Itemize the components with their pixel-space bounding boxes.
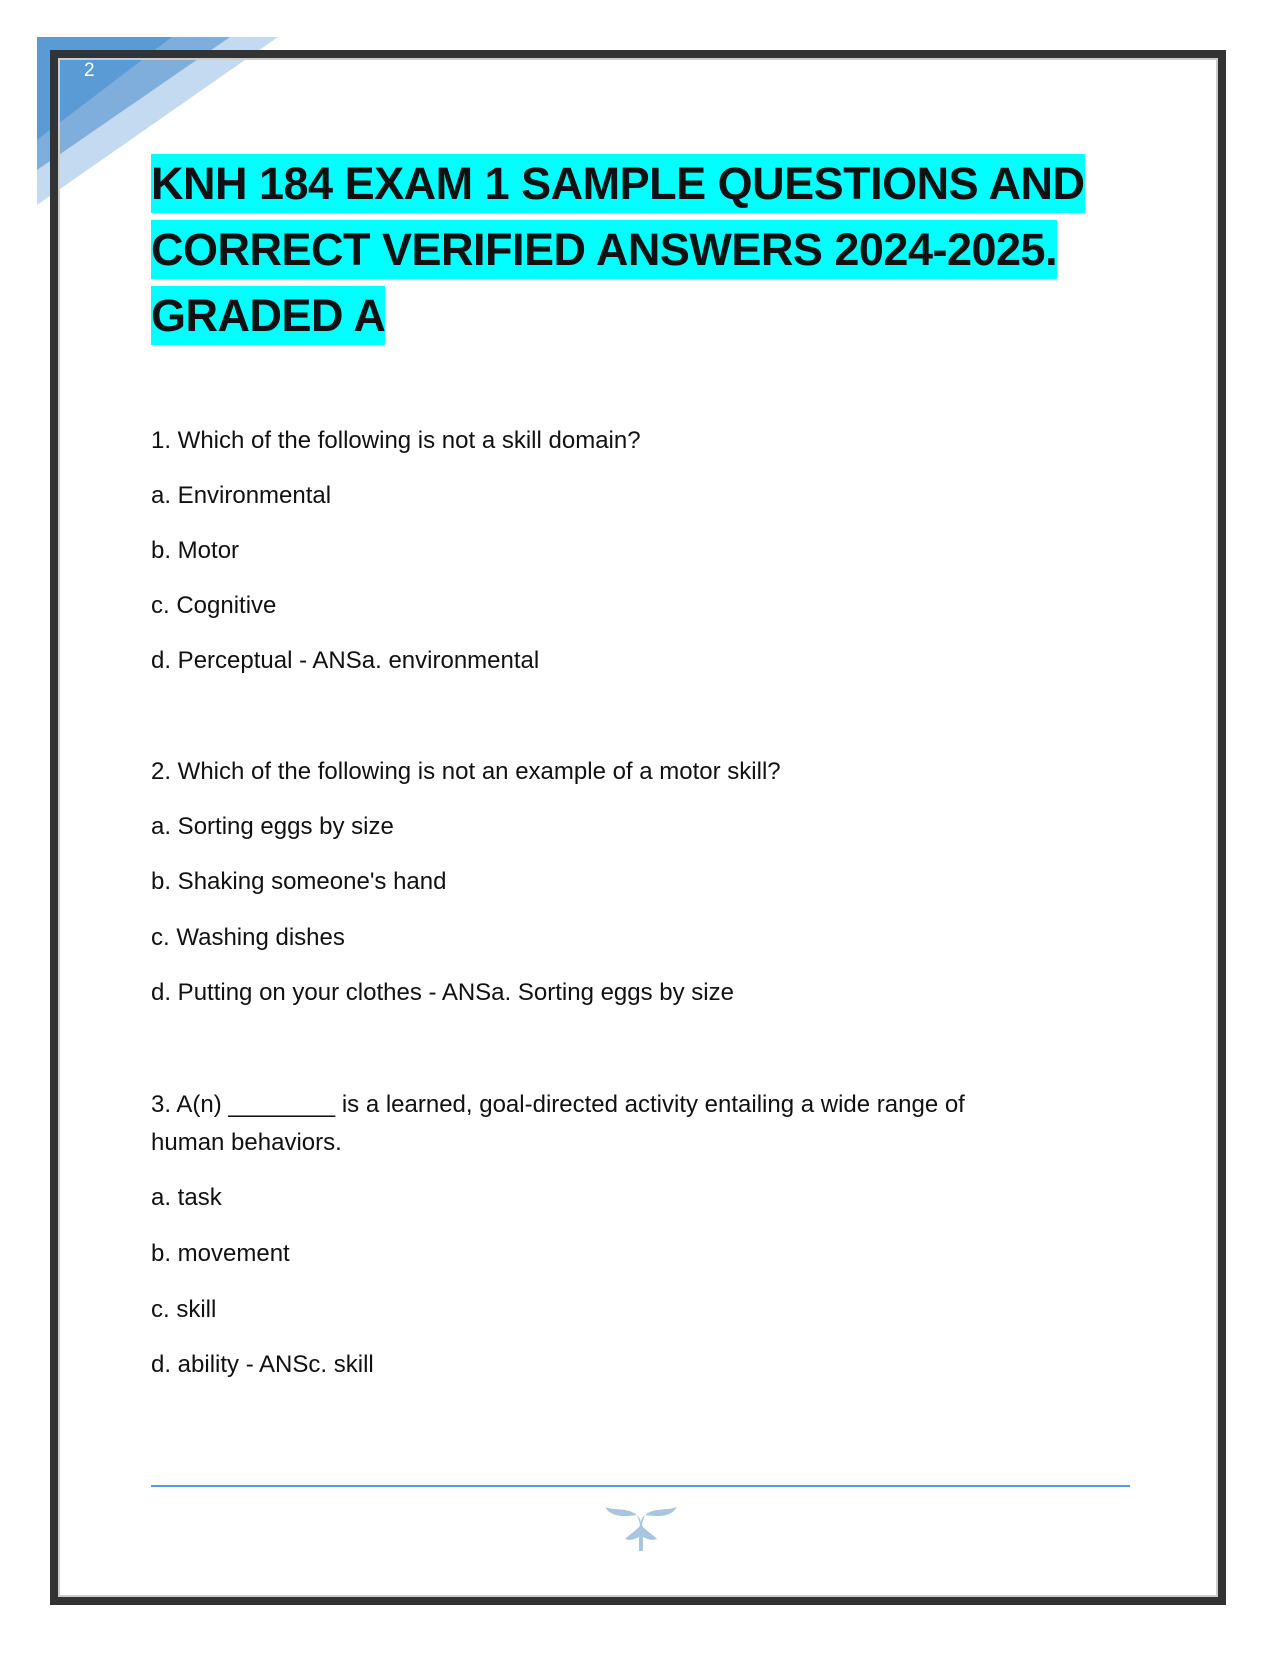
title-line: CORRECT VERIFIED ANSWERS 2024-2025. bbox=[151, 220, 1057, 279]
option: a. Sorting eggs by size bbox=[151, 813, 394, 840]
option: a. task bbox=[151, 1184, 222, 1211]
page-number: 2 bbox=[84, 60, 95, 81]
option-answer: d. ability - ANSc. skill bbox=[151, 1351, 374, 1378]
option: b. movement bbox=[151, 1240, 290, 1267]
option: a. Environmental bbox=[151, 482, 332, 509]
question-2: 2. Which of the following is not an example of a motor skill? bbox=[151, 758, 781, 785]
question-1: 1. Which of the following is not a skill domain? bbox=[151, 427, 641, 454]
option: c. Washing dishes bbox=[151, 924, 345, 951]
option: c. skill bbox=[151, 1296, 217, 1323]
leaf-logo-icon bbox=[601, 1505, 681, 1555]
title-line: KNH 184 EXAM 1 SAMPLE QUESTIONS AND bbox=[151, 154, 1085, 213]
option-answer: d. Perceptual - ANSa. environmental bbox=[151, 647, 540, 674]
option-answer: d. Putting on your clothes - ANSa. Sorting eggs by size bbox=[151, 979, 734, 1006]
document-title bbox=[151, 151, 1151, 349]
option: b. Motor bbox=[151, 537, 240, 564]
question-3: 3. A(n) ________ is a learned, goal-directed activity entailing a wide range of bbox=[151, 1091, 965, 1118]
title-line: GRADED A bbox=[151, 286, 385, 345]
footer-divider bbox=[151, 1485, 1130, 1487]
question-3-cont: human behaviors. bbox=[151, 1129, 342, 1156]
option: c. Cognitive bbox=[151, 592, 277, 619]
option: b. Shaking someone's hand bbox=[151, 868, 447, 895]
